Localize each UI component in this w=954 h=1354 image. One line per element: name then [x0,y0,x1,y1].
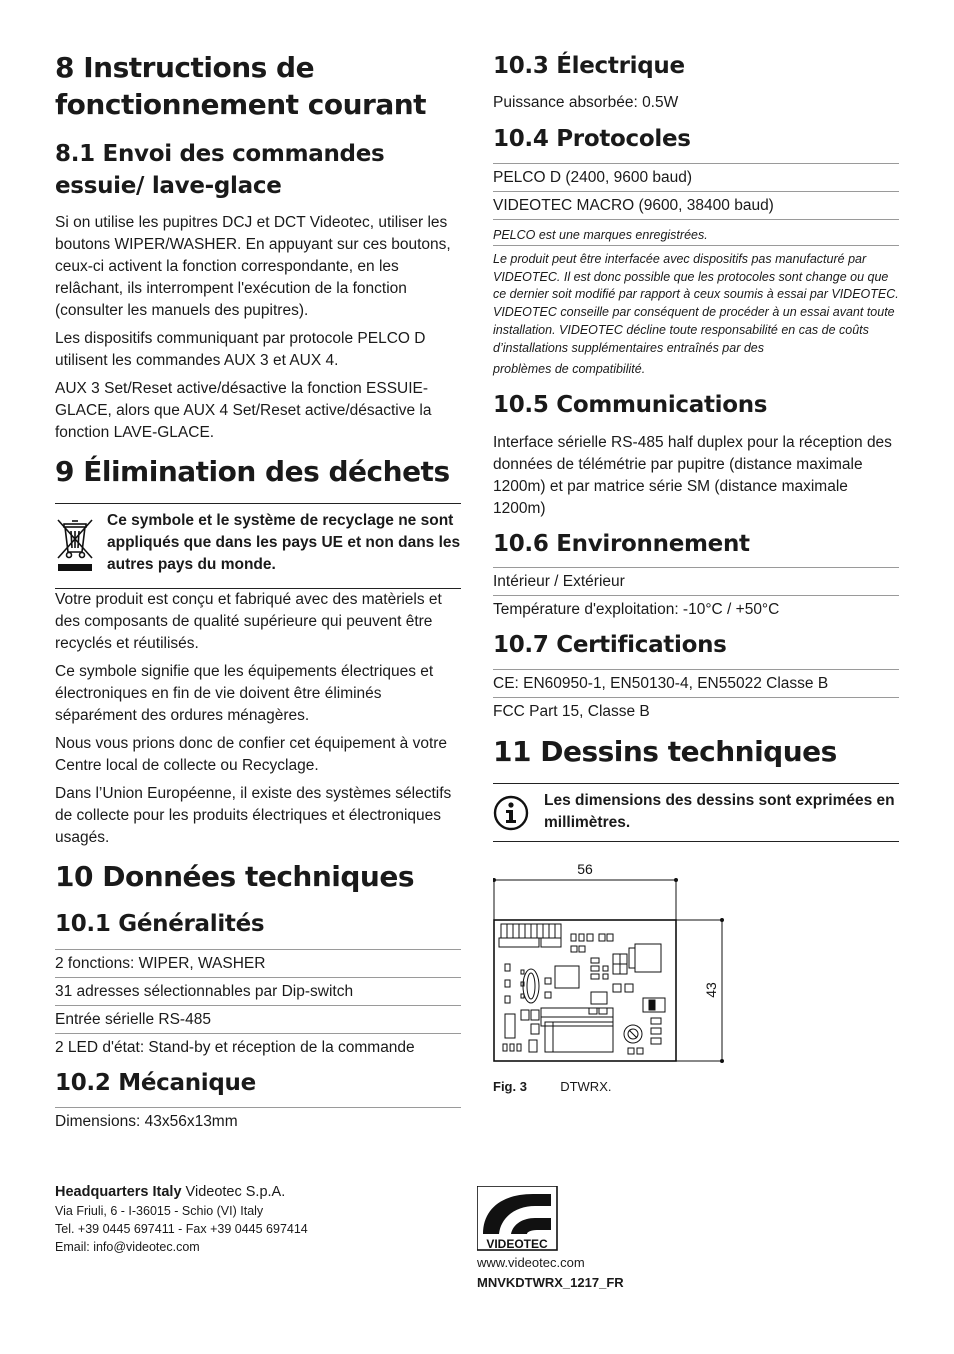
figure-caption [493,1078,611,1096]
heading-section-10-1: 10.1 Généralités [55,911,265,937]
heading-section-10-3: 10.3 Électrique [493,53,685,79]
document-code: MNVKDTWRX_1217_FR [477,1275,624,1290]
info-notice [493,783,899,842]
weee-notice [55,503,461,589]
trademark-note: PELCO est une marques enregistrées. [493,219,899,244]
videotec-logo [477,1186,561,1252]
table-row: 31 adresses sélectionnables par Dip-switch [55,977,461,1005]
mechanical-table [55,1107,461,1135]
paragraph: Les dispositifs communiquant par protocole PELCO D utilisent les commandes AUX 3 et AUX 4. [55,330,426,369]
table-row: 2 LED d'état: Stand-by et réception de la commande [55,1033,461,1061]
figure-label: Fig. 3 [493,1079,527,1094]
logo-wordmark: VIDEOTEC [486,1237,548,1251]
paragraph: Nous vous prions donc de confier cet équipement à votre Centre local de collecte ou Recyclage. [55,735,448,774]
table-row: VIDEOTEC MACRO (9600, 38400 baud) [493,191,899,219]
address: Via Friuli, 6 - I-36015 - Schio (VI) Italy [55,1204,264,1218]
protocols-table [493,163,899,244]
table-row: FCC Part 15, Classe B [493,697,899,725]
heading-section-8-1: 8.1 Envoi des commandes essuie/ lave-glace [55,141,385,199]
heading-section-10-4: 10.4 Protocoles [493,126,691,152]
table-row: 2 fonctions: WIPER, WASHER [55,949,461,977]
heading-section-10: 10 Données techniques [55,860,415,893]
figure-title: DTWRX. [560,1079,612,1094]
heading-section-10-7: 10.7 Certifications [493,632,727,658]
electrical-value: Puissance absorbée: 0.5W [493,94,679,111]
heading-section-8: 8 Instructions de fonctionnement courant [55,51,427,121]
general-table [55,949,461,1061]
phone: Tel. +39 0445 697411 - Fax +39 0445 697414 [55,1222,308,1236]
info-icon [493,795,529,831]
dimension-height-label: 43 [703,982,719,998]
info-note: Les dimensions des dessins sont exprimées en millimètres. [544,792,895,831]
certifications-table [493,669,899,725]
heading-section-9: 9 Élimination des déchets [55,455,450,488]
paragraph: Interface sérielle RS-485 half duplex pour la réception des données de télémétrie par pupitre (distance maximale 1200m) et par matrice série SM (distance maximale 1200m) [493,434,892,517]
disclaimer-note: Le produit peut être interfacée avec dispositifs pas manufacturé par VIDEOTEC. Il est donc possible que les protocoles sont change ou que ce dernier soit modifié par rapport à ceux soumis à essai par VIDEOTEC. VIDEOTEC conseille par conséquent de procéder à un essai avant toute installation. VIDEOTEC décline toute responsabilité en cas de coûts d’installations supplémentaires entraînés par des [493,245,899,357]
heading-section-10-5: 10.5 Communications [493,392,768,418]
paragraph: AUX 3 Set/Reset active/désactive la fonction ESSUIE-GLACE, alors que AUX 4 Set/Reset active/désactive la fonction LAVE-GLACE. [55,380,432,441]
technical-drawing [493,858,733,1068]
heading-section-10-6: 10.6 Environnement [493,531,750,557]
table-row: Dimensions: 43x56x13mm [55,1107,461,1135]
paragraph: Ce symbole signifie que les équipements électriques et électroniques en fin de vie doivent être éliminés séparément des ordures ménagères. [55,663,434,724]
email: Email: info@videotec.com [55,1240,200,1254]
table-row: Entrée sérielle RS-485 [55,1005,461,1033]
table-row: Intérieur / Extérieur [493,567,899,595]
table-row: Température d'exploitation: -10°C / +50°C [493,595,899,623]
paragraph: Votre produit est conçu et fabriqué avec des matèriels et des composants de qualité supérieure qui peuvent être recyclés et réutilisés. [55,591,442,652]
paragraph: Dans l’Union Européenne, il existe des systèmes sélectifs de collecte pour les produits électriques et électroniques usagés. [55,785,452,846]
heading-section-11: 11 Dessins techniques [493,735,837,768]
disclaimer-note-end: problèmes de compatibilité. [493,362,646,376]
weee-bin-icon [55,514,95,576]
footer-address [55,1182,455,1256]
weee-note: Ce symbole et le système de recyclage ne sont appliqués que dans les pays UE et non dans les autres pays du monde. [107,512,461,573]
paragraph: Si on utilise les pupitres DCJ et DCT Videotec, utiliser les boutons WIPER/WASHER. En appuyant sur ces boutons, ceux-ci activent la fonction correspondante, en les relâchant, ils interrompent l'exécution de la fonction (consulter les manuels des pupitres). [55,214,451,319]
hq-label: Headquarters Italy [55,1184,182,1200]
company-name: Videotec S.p.A. [181,1184,286,1200]
dimension-width-label: 56 [577,861,593,877]
table-row: CE: EN60950-1, EN50130-4, EN55022 Classe B [493,669,899,697]
table-row: PELCO D (2400, 9600 baud) [493,163,899,191]
website: www.videotec.com [477,1255,585,1270]
environment-table [493,567,899,623]
heading-section-10-2: 10.2 Mécanique [55,1070,256,1096]
